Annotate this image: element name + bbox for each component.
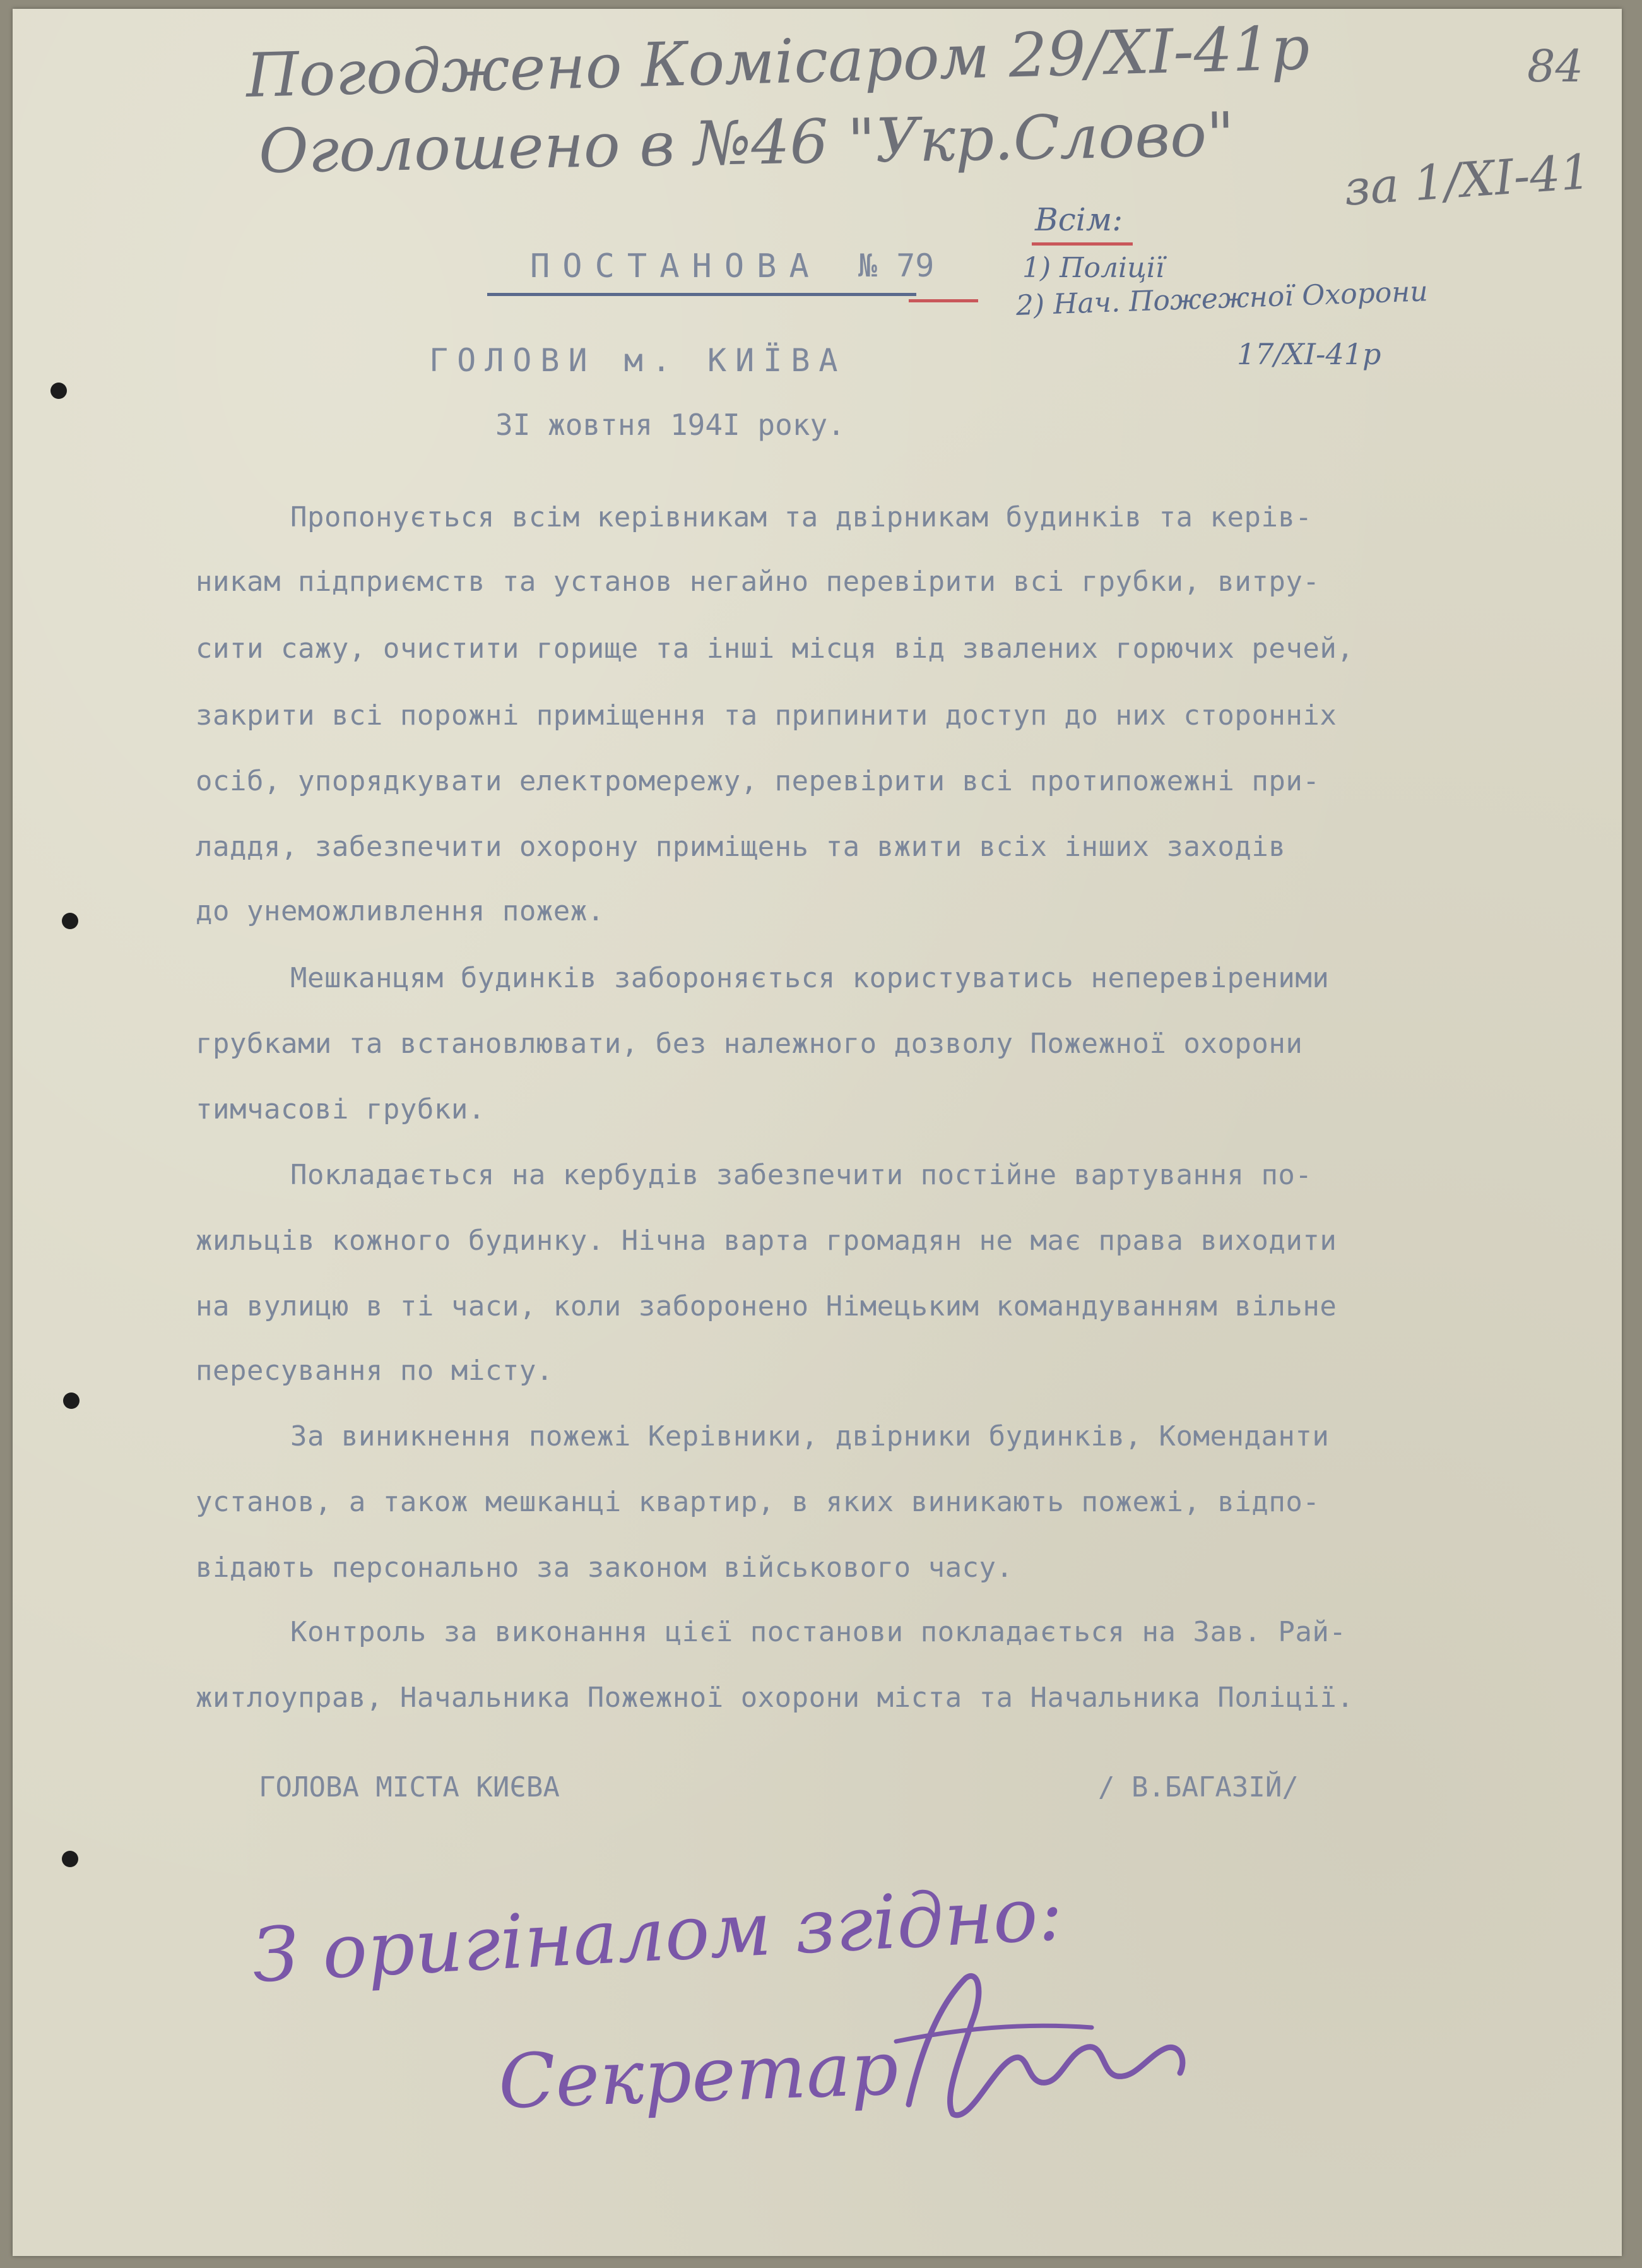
body-line: Мешканцям будинків забороняється користуватись неперевіреними bbox=[290, 962, 1330, 994]
body-line: до унеможливлення пожеж. bbox=[196, 895, 605, 927]
distribution-item-fire-chief: 2) Нач. Пожежної Охорони bbox=[1015, 275, 1429, 322]
approval-note: Погоджено Комісаром 29/XI-41р bbox=[245, 12, 1311, 111]
publication-note: Оголошено в №46 "Укр.Слово" bbox=[258, 99, 1235, 187]
distribution-date: 17/XI-41р bbox=[1237, 337, 1381, 371]
body-line: житлоуправ, Начальника Пожежної охорони міста та Начальника Поліції. bbox=[196, 1682, 1354, 1714]
body-line: на вулицю в ті часи, коли заборонено Німецьким командуванням вільне bbox=[196, 1290, 1337, 1322]
body-line: Пропонується всім керівникам та двірникам будинків та керів- bbox=[290, 501, 1313, 533]
secretary-label: Секретар bbox=[497, 2024, 900, 2125]
body-line: пересування по місту. bbox=[196, 1355, 553, 1387]
document-page bbox=[13, 9, 1622, 2256]
distribution-item-police: 1) Поліції bbox=[1022, 252, 1164, 284]
punch-hole bbox=[62, 1851, 78, 1867]
body-line: відають персонально за законом військового часу. bbox=[196, 1552, 1013, 1584]
title-underline bbox=[487, 293, 916, 296]
body-line: Контроль за виконання цієї постанови покладається на Зав. Рай- bbox=[290, 1616, 1347, 1648]
body-line: установ, а також мешканці квартир, в яких виникають пожежі, відпо- bbox=[196, 1486, 1320, 1518]
body-line: грубками та встановлювати, без належного дозволу Пожежної охорони bbox=[196, 1028, 1303, 1060]
body-line: тимчасові грубки. bbox=[196, 1093, 485, 1125]
body-line: ладдя, забезпечити охорону приміщень та вжити всіх інших заходів bbox=[196, 831, 1286, 863]
number-underline bbox=[909, 299, 978, 302]
document-date: 3I жовтня 194I року. bbox=[495, 408, 845, 442]
secretary-signature bbox=[883, 1953, 1212, 2142]
signatory-position: ГОЛОВА МІСТА КИЄВА bbox=[259, 1771, 560, 1803]
punch-hole bbox=[50, 383, 67, 399]
document-subtitle: ГОЛОВИ м. КИЇВА bbox=[429, 342, 847, 379]
punch-hole bbox=[62, 913, 78, 929]
body-line: За виникнення пожежі Керівники, двірники будинків, Коменданти bbox=[290, 1420, 1330, 1452]
certification-line: З оригіналом згідно: bbox=[250, 1869, 1065, 1999]
body-line: никам підприємств та установ негайно перевірити всі грубки, витру- bbox=[196, 566, 1320, 598]
body-line: жильців кожного будинку. Нічна варта громадян не має права виходити bbox=[196, 1225, 1337, 1257]
body-line: Покладається на кербудів забезпечити постійне вартування по- bbox=[290, 1159, 1313, 1191]
document-title: ПОСТАНОВА bbox=[530, 247, 822, 285]
punch-hole bbox=[63, 1392, 80, 1409]
distribution-header: Всім: bbox=[1035, 201, 1123, 238]
distribution-underline bbox=[1032, 242, 1133, 246]
body-line: осіб, упорядкувати електромережу, перевірити всі протипожежні при- bbox=[196, 765, 1320, 797]
page-number: 84 bbox=[1527, 40, 1584, 92]
body-line: сити сажу, очистити горище та інші місця від звалених горючих речей, bbox=[196, 632, 1354, 665]
signatory-name: / В.БАГАЗІЙ/ bbox=[1098, 1771, 1299, 1803]
publication-date: за 1/XI-41 bbox=[1342, 143, 1593, 217]
document-number: № 79 bbox=[858, 247, 935, 284]
body-line: закрити всі порожні приміщення та припинити доступ до них сторонніх bbox=[196, 699, 1337, 732]
